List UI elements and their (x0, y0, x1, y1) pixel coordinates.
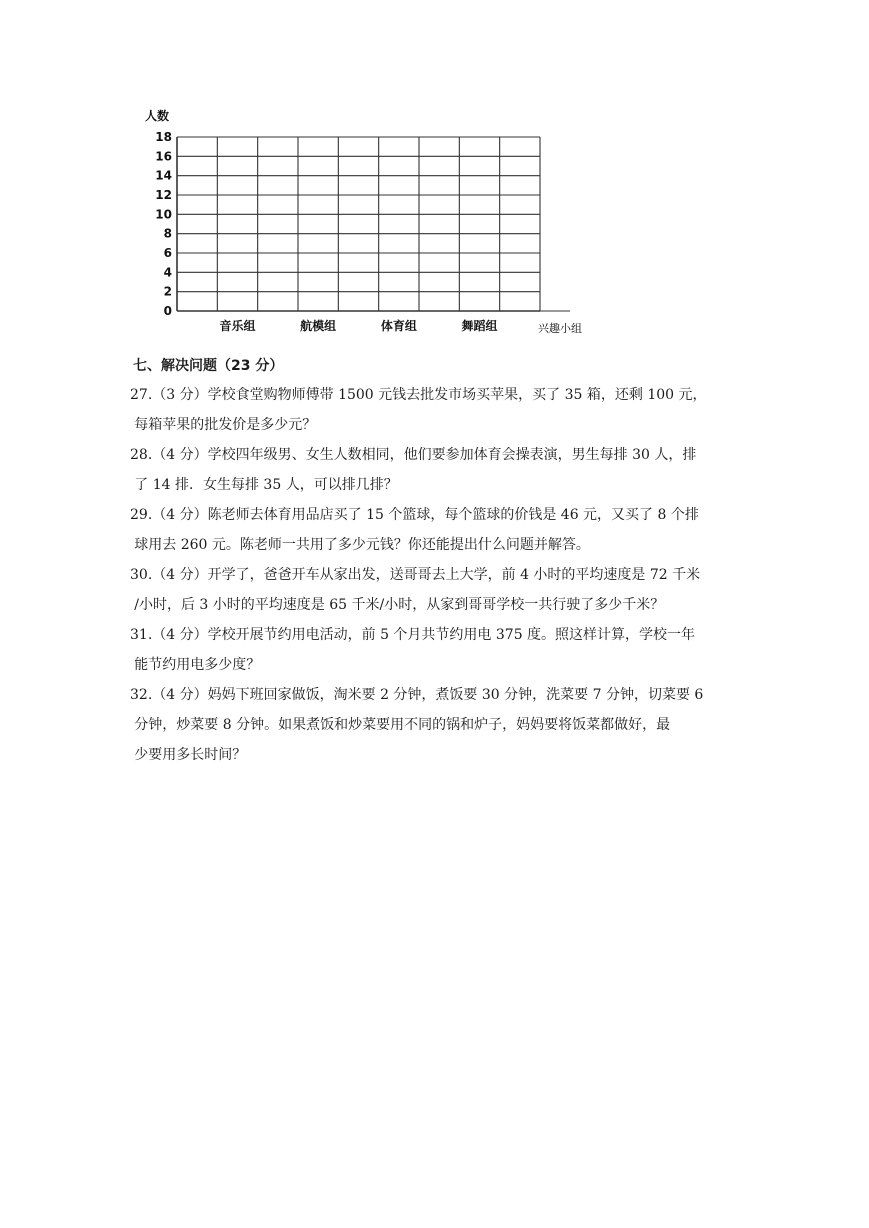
question-item (130, 380, 740, 440)
y-tick-label: 16 (155, 149, 172, 164)
y-tick-label: 10 (155, 207, 172, 222)
y-axis-ticks (155, 130, 172, 318)
y-tick-label: 18 (155, 130, 172, 144)
question-number: 30. (130, 567, 153, 583)
x-category-label: 航模组 (300, 319, 337, 333)
question-item (130, 620, 740, 680)
y-axis-label: 人数 (145, 109, 170, 123)
y-tick-label: 6 (163, 246, 172, 260)
y-tick-label: 2 (163, 284, 172, 299)
question-item (130, 500, 740, 560)
question-line: 能节约用电多少度？ (134, 657, 261, 673)
x-category-label: 音乐组 (219, 319, 256, 333)
question-number: 29. (130, 507, 153, 523)
question-list (130, 380, 740, 770)
question-item (130, 680, 740, 770)
question-line: 每箱苹果的批发价是多少元？ (134, 417, 317, 433)
question-line: 了 14 排．女生每排 35 人，可以排几排？ (134, 477, 398, 493)
bar-chart-grid (140, 100, 620, 345)
question-item (130, 440, 740, 500)
x-axis-categories (219, 318, 497, 333)
question-number: 27. (130, 387, 153, 403)
x-category-label: 体育组 (380, 319, 417, 333)
question-line: /小时，后 3 小时的平均速度是 65 千米/小时，从家到哥哥学校一共行驶了多少千米？ (134, 597, 665, 613)
question-line: 分钟，炒菜要 8 分钟。如果煮饭和炒菜要用不同的锅和炉子，妈妈要将饭菜都做好，最 (134, 717, 671, 733)
y-tick-label: 0 (163, 304, 172, 318)
y-tick-label: 4 (163, 265, 172, 280)
chart-grid (177, 137, 570, 311)
x-axis-label: 兴趣小组 (538, 322, 582, 335)
question-line: （4 分）妈妈下班回家做饭，淘米要 2 分钟，煮饭要 30 分钟，洗菜要 7 分钟，切菜要 6 (152, 687, 704, 703)
question-number: 32. (130, 687, 153, 703)
question-line: 少要用多长时间？ (134, 747, 247, 763)
question-line: （4 分）开学了，爸爸开车从家出发，送哥哥去上大学，前 4 小时的平均速度是 72 千米 (152, 567, 701, 583)
question-line: （4 分）学校开展节约用电活动，前 5 个月共节约用电 375 度。照这样计算，学校一年 (152, 627, 696, 643)
y-tick-label: 12 (155, 188, 172, 202)
question-item (130, 560, 740, 620)
question-line: 球用去 260 元。陈老师一共用了多少元钱？你还能提出什么问题并解答。 (134, 537, 590, 553)
question-line: （4 分）学校四年级男、女生人数相同，他们要参加体育会操表演，男生每排 30 人，排 (152, 447, 697, 463)
question-number: 28. (130, 447, 153, 463)
question-number: 31. (130, 627, 153, 643)
y-tick-label: 14 (155, 168, 172, 183)
y-tick-label: 8 (163, 226, 172, 241)
x-category-label: 舞蹈组 (461, 319, 498, 333)
section-title: 七、解决问题（23 分） (133, 358, 284, 374)
question-line: （4 分）陈老师去体育用品店买了 15 个篮球，每个篮球的价钱是 46 元，又买了 8 个排 (152, 507, 699, 523)
question-line: （3 分）学校食堂购物师傅带 1500 元钱去批发市场买苹果，买了 35 箱，还剩 100 元， (152, 387, 707, 403)
